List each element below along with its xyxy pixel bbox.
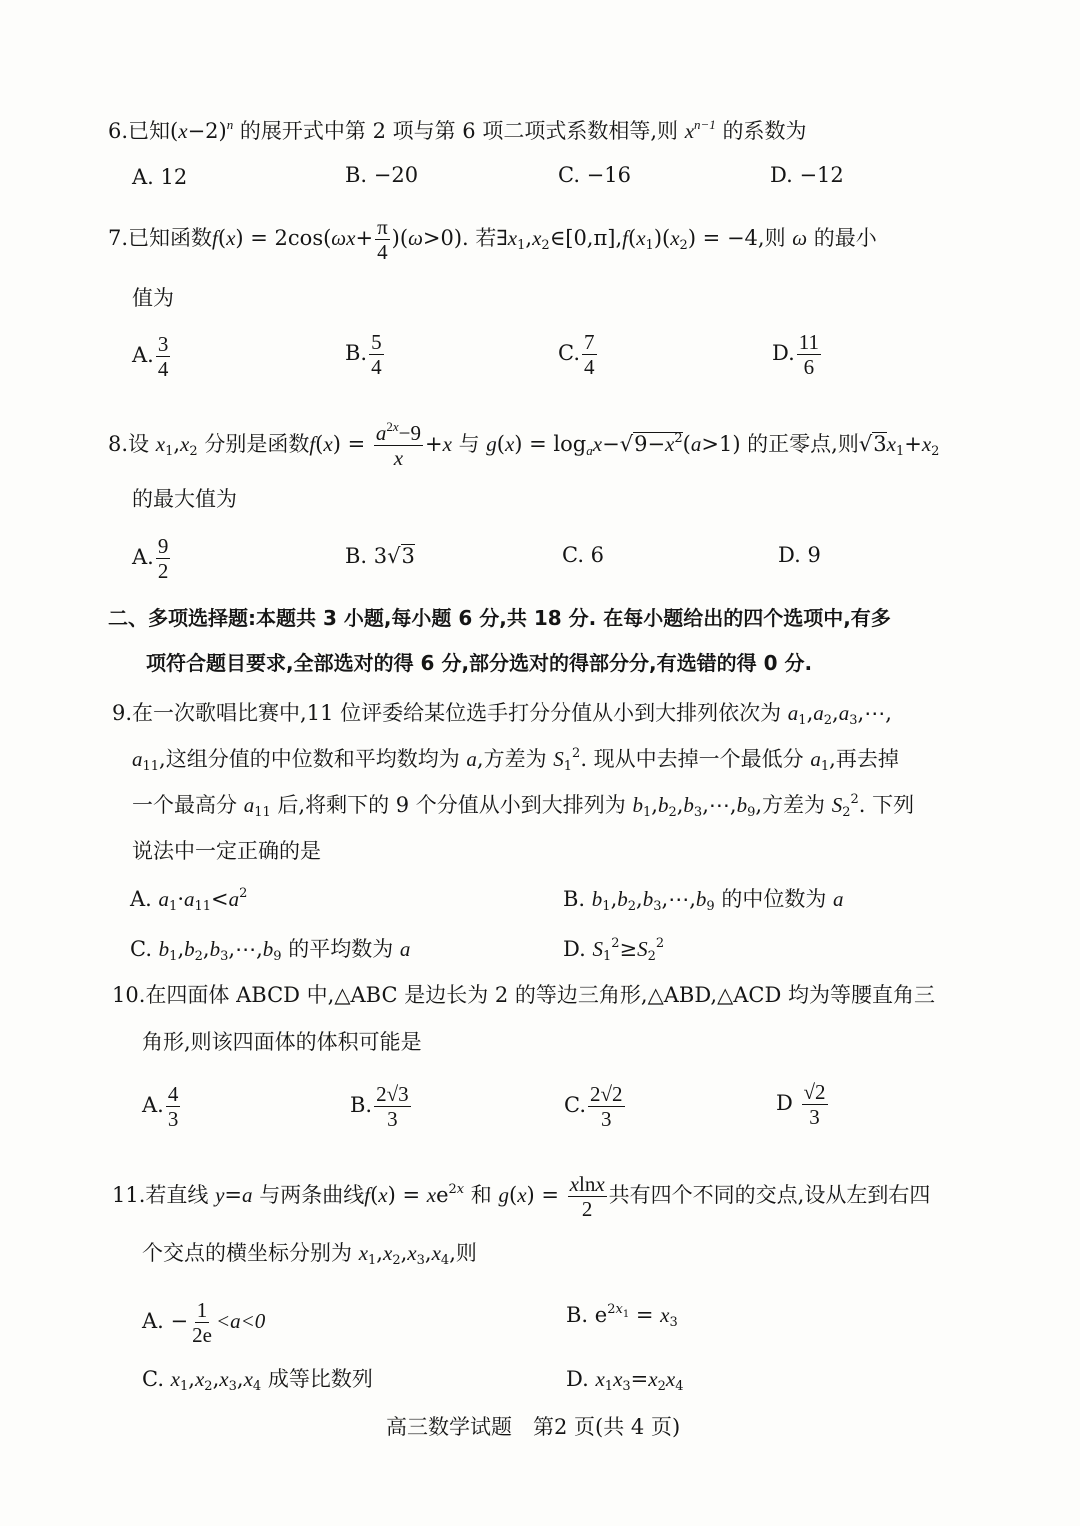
q6-option-a: A. 12 <box>132 165 188 189</box>
q9-text: ,再去掉 <box>829 747 899 771</box>
frac-den: 2 <box>157 559 169 583</box>
q10-option-a <box>142 1082 182 1131</box>
q11-opt-label: A. − <box>142 1309 189 1333</box>
q11-number: 11. <box>112 1183 146 1207</box>
q11-opt-a-tail: <a<0 <box>215 1309 266 1333</box>
q9-line-3: 一个最高分 $a_{11}$ 后,将剩下的 9 个分值从小到大排列为 $b_1,b_2,b_3,\cdots,b_9$,方差为 $S_2^2$. 下列 <box>132 792 915 820</box>
page-footer: 高三数学试题 第2 页(共 4 页) <box>386 1415 681 1439</box>
frac-num: 2√2 <box>590 1082 623 1106</box>
frac-num: 2√3 <box>376 1082 409 1106</box>
frac-den: 4 <box>371 355 382 379</box>
q6-option-d: D. −12 <box>770 163 844 187</box>
q10-option-d <box>776 1080 830 1129</box>
q11-text: ,则 <box>449 1241 477 1265</box>
q8-opt-label: A. <box>132 545 154 569</box>
q9-line-2: $a_{11}$,这组分值的中位数和平均数均为 a,方差为 $S_1^2$. 现从中去掉一个最低分 $a_1$,再去掉 <box>132 746 899 774</box>
q10-text: 在四面体 ABCD 中,△ABC 是边长为 2 的等边三角形,△ABD,△ACD 均为等腰直角三 <box>145 983 935 1007</box>
q9-option-a: A. $a_1\cdot a_{11}<a^2$ <box>130 886 248 914</box>
frac-num: 3 <box>157 332 169 356</box>
q11-text: 个交点的横坐标分别为 <box>142 1241 359 1265</box>
question-11: 11.若直线 y=a 与两条曲线$f(x) = xe^{2x}$ 和 g(x) = $\frac{xlnx}{2}$ 共有四个不同的交点,设从左到右四 <box>112 1172 931 1221</box>
frac-den: 6 <box>803 355 815 379</box>
frac-num: 7 <box>584 330 595 354</box>
q11-opt-fraction <box>190 1298 214 1347</box>
q7-opt-label: A. <box>132 343 154 367</box>
q11-text: ) = <box>526 1183 566 1207</box>
q7-number: 7. <box>108 226 129 250</box>
q9-option-c: C. $b_1,b_2,b_3,\cdots,b_9$ 的平均数为 a <box>130 937 411 964</box>
q9-text: ,方差为 <box>755 793 832 817</box>
frac-den: 3 <box>167 1107 179 1131</box>
q7-text: ∈[0,π], <box>549 226 623 250</box>
q7-option-a <box>132 332 172 381</box>
frac-den: 3 <box>387 1107 398 1131</box>
q10-opt-label: A. <box>142 1093 164 1117</box>
q9-text: 在一次歌唱比赛中,11 位评委给某位选手打分分值从小到大排列依次为 <box>132 701 788 725</box>
frac-den: 2e <box>192 1323 212 1347</box>
q10-opt-label: B. <box>350 1093 373 1117</box>
q10-opt-fraction <box>588 1082 625 1131</box>
frac-den: 4 <box>157 357 169 381</box>
q7-text: ( <box>628 226 637 250</box>
q6-text: 的系数为 <box>715 119 807 143</box>
frac-num: −9 <box>398 421 421 445</box>
q7-option-d <box>772 330 823 379</box>
q11-opt-label: B. e <box>566 1303 608 1327</box>
q7-opt-fraction <box>582 330 597 379</box>
frac-num: 4 <box>167 1082 179 1106</box>
section-2-heading-line-2: 项符合题目要求,全部选对的得 6 分,部分选对的得部分分,有选错的得 0 分. <box>146 651 813 675</box>
frac-num: 1 <box>196 1298 208 1322</box>
frac-num: ln <box>578 1172 596 1196</box>
q8-text: ( <box>315 432 324 456</box>
q11-text: ) = <box>387 1183 427 1207</box>
q8-option-a <box>132 534 172 583</box>
q8-text: >1) 的正零点,则 <box>701 432 859 456</box>
q8-number: 8. <box>108 432 129 456</box>
q9-number: 9. <box>112 701 133 725</box>
q11-option-d: D. $x_1x_3=x_2x_4$ <box>566 1367 684 1394</box>
q7-text: 的最小 <box>807 226 877 250</box>
q8-text: + <box>424 432 443 456</box>
section-2-heading: 二、多项选择题:本题共 3 小题,每小题 6 分,共 18 分. 在每小题给出的四个选项中,有多 <box>108 606 891 630</box>
question-8: 8.设 $x_1,x_2$ 分别是函数f(x) = $\frac{a^{2x}-9}{x}$ +x 与 $g(x) = \log_ax-√9-x^2(a>1)$ 的正零点,则$√3x_1+x_2$ <box>108 419 940 470</box>
q9-text: 后,将剩下的 9 个分值从小到大排列为 <box>270 793 633 817</box>
q6-option-b: B. −20 <box>345 163 419 187</box>
q11-text: ( <box>508 1183 518 1207</box>
q6-text: 的展开式中第 2 项与第 6 项二项式系数相等,则 <box>233 119 685 143</box>
q7-text: ) = 2cos( <box>235 226 332 250</box>
q8-text: + <box>904 432 922 456</box>
frac-num: 11 <box>798 330 819 354</box>
q9-text: . 现从中去掉一个最低分 <box>580 747 811 771</box>
q9-option-d: D. $S_1^2\ge S_2^2$ <box>563 936 665 964</box>
q8-text: 设 <box>128 432 156 456</box>
q7-text: ( <box>217 226 227 250</box>
q11-line-2: 个交点的横坐标分别为 $x_1,x_2,x_3,x_4$,则 <box>142 1241 477 1268</box>
q8-sqrt: 3 <box>873 432 887 456</box>
question-7: 7.已知函数f(x) = 2cos(ωx+ $\frac{\pi}{4}$ )(ω>0). 若$\exists x_1,x_2\in[0,\pi],f(x_1)(x_2) = -4$,则 ω 的最小 <box>108 215 877 264</box>
q8-text: ) = <box>332 432 372 456</box>
q10-opt-fraction <box>166 1082 181 1131</box>
q11-opt-label: C. <box>142 1367 171 1391</box>
q8-line-2: 的最大值为 <box>132 487 237 511</box>
q7-opt-label: B. <box>345 341 368 365</box>
q9-text: ,这组分值的中位数和平均数均为 <box>159 747 467 771</box>
q10-opt-label: D <box>776 1091 793 1115</box>
q7-text: >0). 若∃ <box>422 226 508 250</box>
q8-text: 与 <box>451 432 487 456</box>
frac-den: 3 <box>601 1107 612 1131</box>
q8-option-c: C. 6 <box>562 543 605 567</box>
q11-text: 与两条曲线 <box>252 1183 365 1207</box>
q10-option-b <box>350 1082 413 1131</box>
q9-text: ,方差为 <box>476 747 554 771</box>
q11-opt-text: 成等比数列 <box>261 1367 373 1391</box>
q7-opt-fraction <box>369 330 384 379</box>
q7-opt-label: D. <box>772 341 795 365</box>
q7-text: + <box>355 226 374 250</box>
q6-text: 已知( <box>128 119 179 143</box>
q8-opt-b-text: B. 3 <box>345 544 388 568</box>
q9-opt-label: C. <box>130 937 159 961</box>
q11-text: 共有四个不同的交点,设从左到右四 <box>608 1183 931 1207</box>
q11-opt-label: D. <box>566 1367 596 1391</box>
q9-text: . 下列 <box>858 793 915 817</box>
q8-fraction: $\frac{a^{2x}-9}{x}$ <box>375 419 421 470</box>
q9-opt-label: A. <box>130 887 159 911</box>
q8-text: ) = log <box>514 432 587 456</box>
q9-text: 一个最高分 <box>132 793 244 817</box>
q8-opt-b-sqrt: 3 <box>401 544 415 568</box>
question-9: 9.在一次歌唱比赛中,11 位评委给某位选手打分分值从小到大排列依次为 $a_1,a_2,a_3,\cdots$, <box>112 701 892 728</box>
q11-option-b: B. $e^{2x_1} = x_3$ <box>566 1302 678 1330</box>
q6-text: −2) <box>187 119 227 143</box>
q7-opt-fraction <box>797 330 821 379</box>
q8-text: 9− <box>634 432 666 456</box>
q8-option-d: D. 9 <box>778 543 821 567</box>
q11-text: ( <box>370 1183 379 1207</box>
q7-text: )( <box>391 226 409 250</box>
frac-den: 3 <box>809 1105 820 1129</box>
q7-frac-den: 4 <box>377 240 388 264</box>
q7-opt-fraction <box>156 332 171 381</box>
q7-option-c <box>558 330 599 379</box>
q7-line-2: 值为 <box>132 286 174 310</box>
q10-opt-fraction <box>802 1080 828 1129</box>
q11-option-c: C. $x_1,x_2,x_3,x_4$ 成等比数列 <box>142 1367 373 1394</box>
frac-num: √2 <box>803 1080 826 1104</box>
q10-opt-label: C. <box>564 1093 586 1117</box>
q8-opt-fraction <box>156 534 171 583</box>
q9-opt-text: 的平均数为 <box>281 937 400 961</box>
q7-text: )( <box>653 226 671 250</box>
question-6: 6.已知$(x-2)^n$ 的展开式中第 2 项与第 6 项二项式系数相等,则 $x^{n-1}$ 的系数为 <box>108 117 807 143</box>
q9-opt-label: B. <box>563 887 592 911</box>
q11-opt-text: = <box>629 1303 661 1327</box>
q11-text: 若直线 <box>145 1183 216 1207</box>
q8-text: 分别是函数 <box>197 432 310 456</box>
q10-line-2: 角形,则该四面体的体积可能是 <box>142 1030 422 1054</box>
q10-opt-fraction <box>374 1082 411 1131</box>
q7-text: 已知函数 <box>128 226 213 250</box>
question-10 <box>112 980 935 1010</box>
q9-opt-text: 的中位数为 <box>714 887 834 911</box>
frac-den: 2 <box>581 1197 593 1221</box>
q11-option-a <box>142 1298 265 1347</box>
q7-fraction <box>375 215 390 264</box>
q7-frac-num: π <box>377 215 388 239</box>
q10-number: 10. <box>112 983 146 1007</box>
q9-opt-label: D. <box>563 937 593 961</box>
q11-text: 和 <box>464 1183 499 1207</box>
q8-option-b: B. 3√3 <box>345 544 415 568</box>
q6-option-c: C. −16 <box>558 163 631 187</box>
q8-text: − <box>602 432 620 456</box>
q11-fraction: $\frac{xlnx}{2}$ <box>569 1172 605 1221</box>
q6-number: 6. <box>108 119 129 143</box>
frac-den: 4 <box>584 355 595 379</box>
q9-option-b: B. $b_1,b_2,b_3,\cdots,b_9$ 的中位数为 a <box>563 887 844 914</box>
q10-option-c <box>564 1082 627 1131</box>
q9-line-4: 说法中一定正确的是 <box>132 839 321 863</box>
q7-option-b <box>345 330 386 379</box>
frac-num: 5 <box>371 330 382 354</box>
q7-text: ) = −4,则 <box>687 226 793 250</box>
frac-num: 9 <box>157 534 169 558</box>
q7-opt-label: C. <box>558 341 580 365</box>
q8-text: ( <box>496 432 505 456</box>
q8-text: ( <box>682 432 691 456</box>
